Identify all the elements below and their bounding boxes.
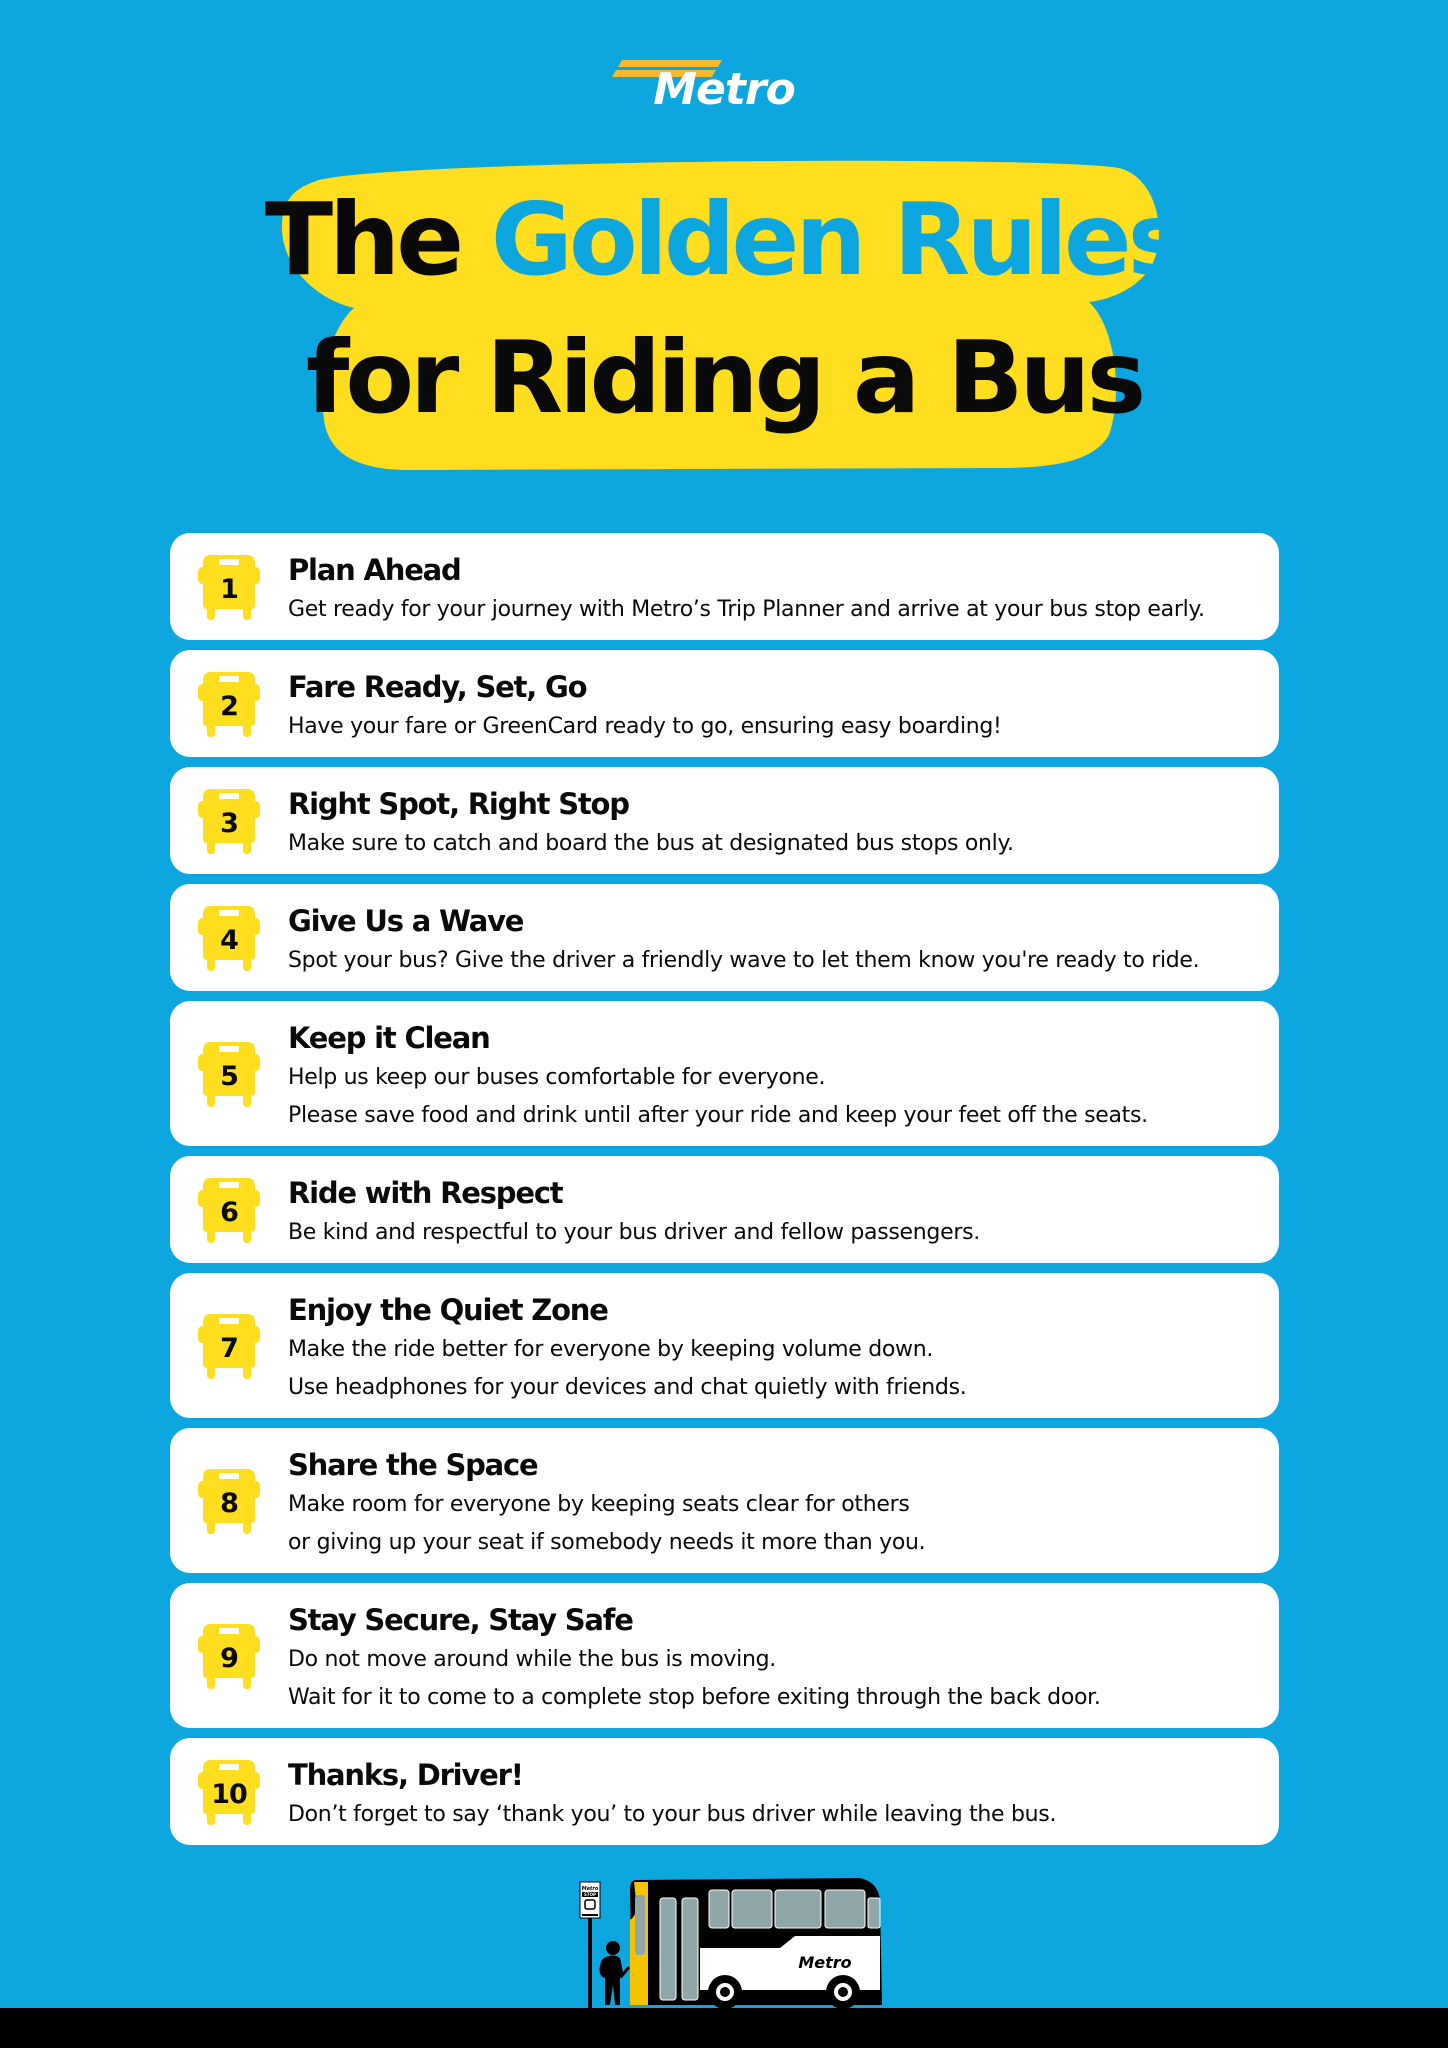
rule-description-line-1: Make room for everyone by keeping seats clear for others — [288, 1492, 910, 1517]
rule-description-line-1: Do not move around while the bus is moving. — [288, 1647, 776, 1672]
bus-front-icon — [197, 1622, 261, 1690]
rule-card-1 — [170, 533, 1279, 640]
rule-title: Share the Space — [288, 1448, 538, 1482]
bus-stop-sign-icon — [580, 1882, 600, 2010]
rule-number: 7 — [220, 1332, 238, 1364]
bus-front-icon — [197, 670, 261, 738]
title-prefix: The — [264, 181, 491, 298]
rule-description-line-2: Wait for it to come to a complete stop before exiting through the back door. — [288, 1685, 1101, 1710]
rule-number: 10 — [211, 1778, 247, 1810]
rule-number: 6 — [220, 1196, 238, 1228]
bus-front-icon — [197, 787, 261, 855]
bus-front-icon — [197, 1176, 261, 1244]
bus-stop-illustration — [560, 1860, 900, 2010]
rule-card-10 — [170, 1738, 1279, 1845]
svg-text:Metro: Metro — [653, 64, 795, 108]
rule-number: 3 — [220, 807, 238, 839]
ground-strip — [0, 2008, 1448, 2048]
rule-title: Give Us a Wave — [288, 904, 524, 938]
passenger-silhouette-icon — [600, 1941, 630, 2005]
rule-card-8 — [170, 1428, 1279, 1573]
page-title-line-2: for Riding a Bus — [305, 319, 1143, 436]
bus-front-icon — [197, 1040, 261, 1108]
rule-number: 1 — [220, 573, 238, 605]
rule-number: 8 — [220, 1487, 238, 1519]
rule-title: Stay Secure, Stay Safe — [288, 1603, 633, 1637]
rule-description: Spot your bus? Give the driver a friendly wave to let them know you're ready to ride. — [288, 948, 1200, 973]
rule-card-6 — [170, 1156, 1279, 1263]
rule-description-line-1: Help us keep our buses comfortable for everyone. — [288, 1065, 826, 1090]
rule-card-2 — [170, 650, 1279, 757]
rule-number: 9 — [220, 1642, 238, 1674]
svg-text:STOP: STOP — [584, 1892, 596, 1898]
svg-text:Metro: Metro — [798, 1953, 852, 1972]
rule-description-line-2: Use headphones for your devices and chat quietly with friends. — [288, 1375, 967, 1400]
rule-description: Make sure to catch and board the bus at designated bus stops only. — [288, 831, 1014, 856]
rule-number: 2 — [220, 690, 238, 722]
rule-title: Thanks, Driver! — [288, 1758, 523, 1792]
svg-text:Metro: Metro — [581, 1886, 599, 1892]
rule-description-line-2: or giving up your seat if somebody needs it more than you. — [288, 1530, 926, 1555]
rule-description-line-2: Please save food and drink until after your ride and keep your feet off the seats. — [288, 1103, 1148, 1128]
bus-front-icon — [197, 1758, 261, 1826]
page-title-line-1 — [0, 180, 1448, 300]
rule-card-4 — [170, 884, 1279, 991]
rule-description: Be kind and respectful to your bus driver and fellow passengers. — [288, 1220, 980, 1245]
rule-number: 5 — [220, 1060, 238, 1092]
bus-illustration — [630, 1878, 882, 2009]
rule-title: Right Spot, Right Stop — [288, 787, 629, 821]
metro-logo — [612, 58, 836, 108]
rule-number: 4 — [220, 924, 238, 956]
title-accent: Golden Rules — [490, 181, 1184, 298]
rule-card-5 — [170, 1001, 1279, 1146]
rule-title: Keep it Clean — [288, 1021, 490, 1055]
rule-title: Plan Ahead — [288, 553, 461, 587]
rule-title: Enjoy the Quiet Zone — [288, 1293, 608, 1327]
bus-front-icon — [197, 1467, 261, 1535]
rules-list — [170, 533, 1279, 1855]
rule-description: Don’t forget to say ‘thank you’ to your bus driver while leaving the bus. — [288, 1802, 1057, 1827]
bus-front-icon — [197, 1312, 261, 1380]
rule-card-9 — [170, 1583, 1279, 1728]
rule-description: Have your fare or GreenCard ready to go, ensuring easy boarding! — [288, 714, 1002, 739]
rule-title: Fare Ready, Set, Go — [288, 670, 587, 704]
rule-description: Get ready for your journey with Metro’s Trip Planner and arrive at your bus stop early. — [288, 597, 1205, 622]
rule-description-line-1: Make the ride better for everyone by keeping volume down. — [288, 1337, 934, 1362]
bus-front-icon — [197, 553, 261, 621]
bus-front-icon — [197, 904, 261, 972]
rule-card-7 — [170, 1273, 1279, 1418]
rule-title: Ride with Respect — [288, 1176, 563, 1210]
rule-card-3 — [170, 767, 1279, 874]
